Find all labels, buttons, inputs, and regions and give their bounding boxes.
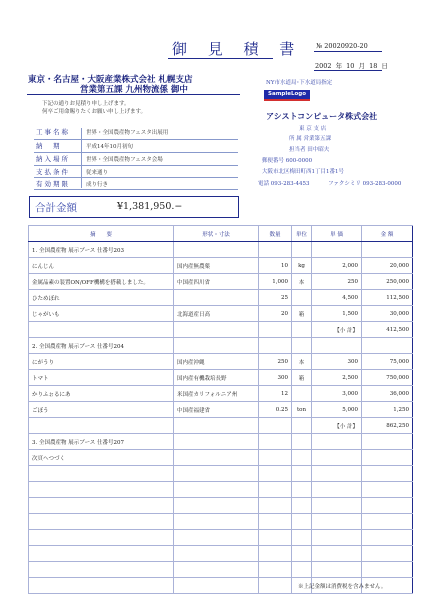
document-number-underline	[314, 51, 382, 52]
cell	[259, 338, 292, 354]
item-unit-price: 300	[312, 354, 362, 370]
table-row	[29, 450, 413, 466]
item-amount: 75,000	[362, 354, 413, 370]
item-unit-price: 1,500	[312, 306, 362, 322]
info-label: 支払条件	[36, 168, 70, 176]
item-quantity: 1,000	[259, 274, 292, 290]
item-name: にがうり	[29, 354, 174, 370]
item-unit-price: 5,000	[312, 402, 362, 418]
info-value: 世界・全国農産物フェスタ会場	[86, 157, 163, 163]
header-unit: 単位	[292, 226, 312, 242]
table-row	[29, 498, 413, 514]
item-quantity: 300	[259, 370, 292, 386]
info-label: 納入場所	[36, 155, 70, 163]
table-row	[29, 418, 413, 434]
cell	[174, 578, 259, 594]
table-row	[29, 530, 413, 546]
table-row	[29, 386, 413, 402]
title-underline	[168, 58, 273, 59]
document-date: 2002 年 10 月 18 日	[315, 62, 388, 70]
table-row	[29, 338, 413, 354]
cell	[29, 562, 174, 578]
table-row	[29, 258, 413, 274]
cell	[174, 546, 259, 562]
item-unit: 箱	[292, 306, 312, 322]
cell	[259, 466, 292, 482]
issuer-postal: 郵便番号 600-0000	[262, 158, 313, 164]
cell	[292, 546, 312, 562]
item-amount: 36,000	[362, 386, 413, 402]
cell	[259, 450, 292, 466]
cell	[362, 562, 413, 578]
item-unit	[292, 386, 312, 402]
cell	[292, 418, 312, 434]
cell	[259, 482, 292, 498]
cell	[259, 514, 292, 530]
header-quantity: 数量	[259, 226, 292, 242]
item-quantity: 10	[259, 258, 292, 274]
cell	[292, 466, 312, 482]
cell	[292, 450, 312, 466]
cell	[362, 498, 413, 514]
document-date-underline	[314, 70, 382, 71]
item-name: ひためぼれ	[29, 290, 174, 306]
document-number	[316, 42, 368, 50]
cell	[174, 562, 259, 578]
cell	[174, 242, 259, 258]
table-row	[29, 306, 413, 322]
issuer-phone: 電話 093-283-4453	[258, 181, 310, 187]
info-row-payment	[36, 167, 236, 177]
header-spec: 形状・寸法	[174, 226, 259, 242]
info-row-project	[36, 127, 236, 137]
cell	[292, 530, 312, 546]
item-unit-price: 2,000	[312, 258, 362, 274]
continued-note: 次頁へつづく	[29, 450, 174, 466]
header-unit-price: 単 価	[312, 226, 362, 242]
cell	[174, 338, 259, 354]
cell	[292, 498, 312, 514]
customer-name: 東京・名古屋・大阪産業株式会社 札幌支店	[28, 75, 193, 85]
table-row	[29, 562, 413, 578]
item-unit-price: 2,500	[312, 370, 362, 386]
subtotal-label: 【小 計】	[312, 418, 362, 434]
table-row	[29, 242, 413, 258]
table-row	[29, 274, 413, 290]
info-divider	[34, 139, 238, 140]
section-title: 2. 全国農産物 展示ブース 仕番号204	[29, 338, 174, 354]
cell	[259, 498, 292, 514]
item-name: じゃがいも	[29, 306, 174, 322]
cell	[292, 562, 312, 578]
cell	[259, 322, 292, 338]
intro-text	[42, 100, 146, 116]
logo-accent-bar	[264, 99, 310, 101]
cell	[312, 514, 362, 530]
cell	[259, 418, 292, 434]
table-row	[29, 546, 413, 562]
cell	[312, 434, 362, 450]
item-amount: 30,000	[362, 306, 413, 322]
cell	[362, 482, 413, 498]
item-amount: 750,000	[362, 370, 413, 386]
cell	[362, 242, 413, 258]
cell	[292, 482, 312, 498]
cell	[292, 322, 312, 338]
table-row	[29, 322, 413, 338]
company-logo: SampleLogo	[264, 90, 310, 99]
header-amount: 金 額	[362, 226, 413, 242]
item-quantity: 25	[259, 290, 292, 306]
cell	[29, 578, 174, 594]
cell	[292, 514, 312, 530]
cell	[362, 338, 413, 354]
item-unit: 本	[292, 354, 312, 370]
item-amount: 112,500	[362, 290, 413, 306]
item-unit-price: 250	[312, 274, 362, 290]
cell	[174, 434, 259, 450]
item-amount: 20,000	[362, 258, 413, 274]
info-divider	[34, 152, 238, 153]
cell	[312, 562, 362, 578]
item-spec: 国内産沖縄	[174, 354, 259, 370]
cell	[259, 434, 292, 450]
subtotal-label: 【小 計】	[312, 322, 362, 338]
cell	[292, 434, 312, 450]
item-name: トマト	[29, 370, 174, 386]
item-unit: ton	[292, 402, 312, 418]
cell	[174, 530, 259, 546]
cell	[29, 418, 174, 434]
cell	[362, 530, 413, 546]
info-divider	[34, 165, 238, 166]
cell	[362, 450, 413, 466]
info-vertical-divider	[81, 128, 82, 188]
issuer-section: 所 属 営業第五課	[289, 136, 331, 142]
cell	[312, 338, 362, 354]
item-unit-price: 4,500	[312, 290, 362, 306]
cell	[362, 514, 413, 530]
info-divider	[34, 189, 238, 190]
cell	[259, 546, 292, 562]
cell	[174, 514, 259, 530]
item-name: ごぼう	[29, 402, 174, 418]
table-row	[29, 354, 413, 370]
cell	[362, 434, 413, 450]
info-row-validity	[36, 179, 236, 189]
table-row	[29, 290, 413, 306]
document-number-label: №	[316, 42, 323, 50]
issuer-fax: ファクシミリ 093-283-0000	[328, 181, 402, 187]
item-spec: 中国産福建省	[174, 402, 259, 418]
cell	[174, 450, 259, 466]
info-value: 平成14年10月初旬	[86, 144, 133, 150]
cell	[174, 466, 259, 482]
item-amount: 1,250	[362, 402, 413, 418]
item-quantity: 250	[259, 354, 292, 370]
document-number-value: 20020920-20	[324, 42, 368, 50]
cell	[312, 450, 362, 466]
item-name: にんじん	[29, 258, 174, 274]
cell	[292, 338, 312, 354]
intro-line: 下記の通りお見積り申し上げます。	[42, 101, 130, 107]
cell	[29, 466, 174, 482]
cell	[312, 482, 362, 498]
intro-line: 何卒ご用命賜りたくお願い申し上げます。	[42, 109, 147, 115]
cell	[362, 546, 413, 562]
cell	[174, 482, 259, 498]
item-spec: 北海道産日高	[174, 306, 259, 322]
table-row	[29, 402, 413, 418]
cell	[174, 322, 259, 338]
subtotal-amount: 862,250	[362, 418, 413, 434]
total-amount-value: ¥1,381,950.−	[117, 201, 183, 212]
item-name: 金属品素の装置ON/OFF機構を搭載しました。	[29, 274, 174, 290]
table-row	[29, 434, 413, 450]
cell	[29, 546, 174, 562]
info-divider	[34, 177, 238, 178]
info-value: 従来通り	[86, 170, 109, 176]
item-spec	[174, 290, 259, 306]
issuer-designation: NY市水道局･下水道局指定	[266, 80, 333, 86]
issuer-person: 担当者 田中昭夫	[289, 147, 330, 153]
cell	[29, 322, 174, 338]
item-quantity: 12	[259, 386, 292, 402]
item-unit-price: 3,000	[312, 386, 362, 402]
issuer-company: アシストコンピュータ株式会社	[266, 111, 378, 121]
info-label: 工事名称	[36, 128, 70, 136]
cell	[312, 530, 362, 546]
table-header	[29, 226, 413, 242]
cell	[259, 578, 292, 594]
cell	[174, 498, 259, 514]
cell	[312, 466, 362, 482]
item-unit	[292, 290, 312, 306]
table-row	[29, 466, 413, 482]
cell	[362, 466, 413, 482]
cell	[292, 242, 312, 258]
section-title: 3. 全国農産物 展示ブース 仕番号207	[29, 434, 174, 450]
item-amount: 250,000	[362, 274, 413, 290]
cell	[29, 514, 174, 530]
item-unit: 箱	[292, 370, 312, 386]
info-value: 世界・全国農産物フェスタ出展用	[86, 130, 169, 136]
customer-underline	[27, 94, 240, 95]
item-spec: 米国産カリフォルニア州	[174, 386, 259, 402]
cell	[29, 530, 174, 546]
table-row	[29, 370, 413, 386]
item-quantity: 0.25	[259, 402, 292, 418]
table-row	[29, 514, 413, 530]
info-label: 納 期	[36, 142, 62, 150]
cell	[259, 562, 292, 578]
item-unit: kg	[292, 258, 312, 274]
item-spec: 国内産有機栽培長野	[174, 370, 259, 386]
customer-department: 営業第五課 九州物流係 御中	[80, 85, 188, 95]
info-row-delivery	[36, 141, 236, 151]
cell	[312, 498, 362, 514]
item-name: かりふぉるにあ	[29, 386, 174, 402]
cell	[29, 498, 174, 514]
item-spec: 国内産無農薬	[174, 258, 259, 274]
issuer-address: 大阪市北区梅田町西1丁目1番1号	[262, 169, 344, 175]
cell	[259, 530, 292, 546]
item-spec: 中国産四川省	[174, 274, 259, 290]
cell	[259, 242, 292, 258]
section-title: 1. 全国農産物 展示ブース 仕番号203	[29, 242, 174, 258]
item-unit: 本	[292, 274, 312, 290]
subtotal-amount: 412,500	[362, 322, 413, 338]
cell	[312, 242, 362, 258]
cell	[312, 546, 362, 562]
document-title: 御 見 積 書	[172, 40, 303, 58]
issuer-branch: 東 京 支 店	[299, 126, 327, 132]
cell	[29, 482, 174, 498]
total-amount-label: 合計金額	[35, 202, 77, 214]
table-row	[29, 482, 413, 498]
item-quantity: 20	[259, 306, 292, 322]
info-value: 成り行き	[86, 182, 109, 188]
estimate-table	[28, 225, 413, 594]
info-row-place	[36, 154, 236, 164]
tax-footnote: ※上記金額は消費税を含みません。	[298, 584, 387, 590]
info-label: 有効期限	[36, 180, 70, 188]
header-description: 摘 要	[29, 226, 174, 242]
cell	[174, 418, 259, 434]
